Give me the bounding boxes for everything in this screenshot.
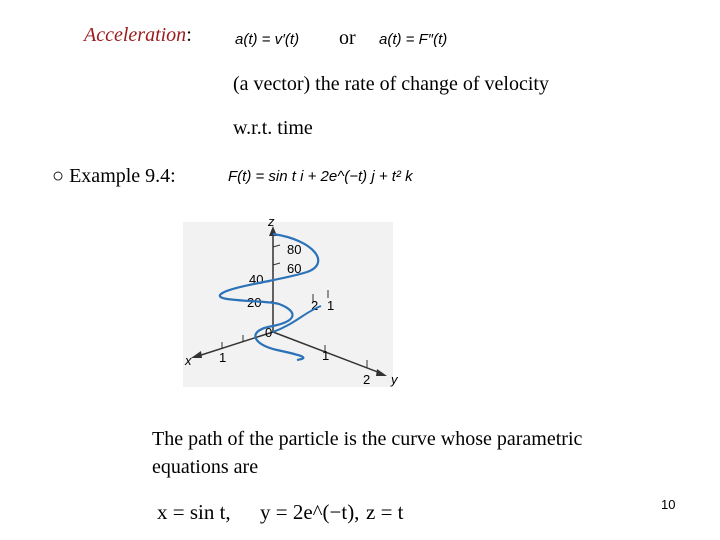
- example-label: Example 9.4:: [69, 165, 176, 187]
- definition-line-1: (a vector) the rate of change of velocity: [233, 73, 549, 95]
- y-tick-label: 2: [363, 372, 371, 387]
- example-formula: F(t) = sin t i + 2e^(−t) j + t² k: [228, 168, 413, 185]
- z-tick-label: 80: [287, 242, 302, 257]
- y-tick-label: 1: [322, 348, 330, 363]
- particle-path-figure: [155, 212, 405, 392]
- parametric-y: y = 2e^(−t),: [260, 500, 360, 524]
- z-tick-label: 60: [287, 261, 302, 276]
- parametric-x: x = sin t,: [157, 500, 231, 524]
- z-tick-label: 40: [249, 272, 264, 287]
- z-tick-label: 20: [247, 295, 262, 310]
- side-label: 2: [311, 298, 319, 313]
- explanation-line-1: The path of the particle is the curve whose parametric: [152, 428, 583, 450]
- example-label-row: [52, 165, 176, 188]
- acceleration-formula-1: a(t) = v′(t): [235, 31, 300, 48]
- bullet: ○: [52, 165, 65, 187]
- or-text: or: [339, 27, 356, 49]
- page-number: 10: [661, 497, 676, 512]
- definition-line-2: w.r.t. time: [233, 117, 313, 139]
- acceleration-term: Acceleration: [84, 24, 187, 46]
- acceleration-heading: [84, 24, 192, 47]
- explanation-line-2: equations are: [152, 456, 259, 478]
- y-axis-label: y: [391, 372, 398, 387]
- side-label: 1: [327, 298, 335, 313]
- x-axis-label: x: [185, 353, 192, 368]
- acceleration-formula-2: a(t) = F″(t): [379, 31, 448, 48]
- acceleration-colon: :: [186, 24, 192, 46]
- z-axis-label: z: [268, 214, 275, 229]
- z-tick-label: 0: [265, 325, 273, 340]
- parametric-z: z = t: [366, 500, 404, 524]
- x-tick-label: 1: [219, 350, 227, 365]
